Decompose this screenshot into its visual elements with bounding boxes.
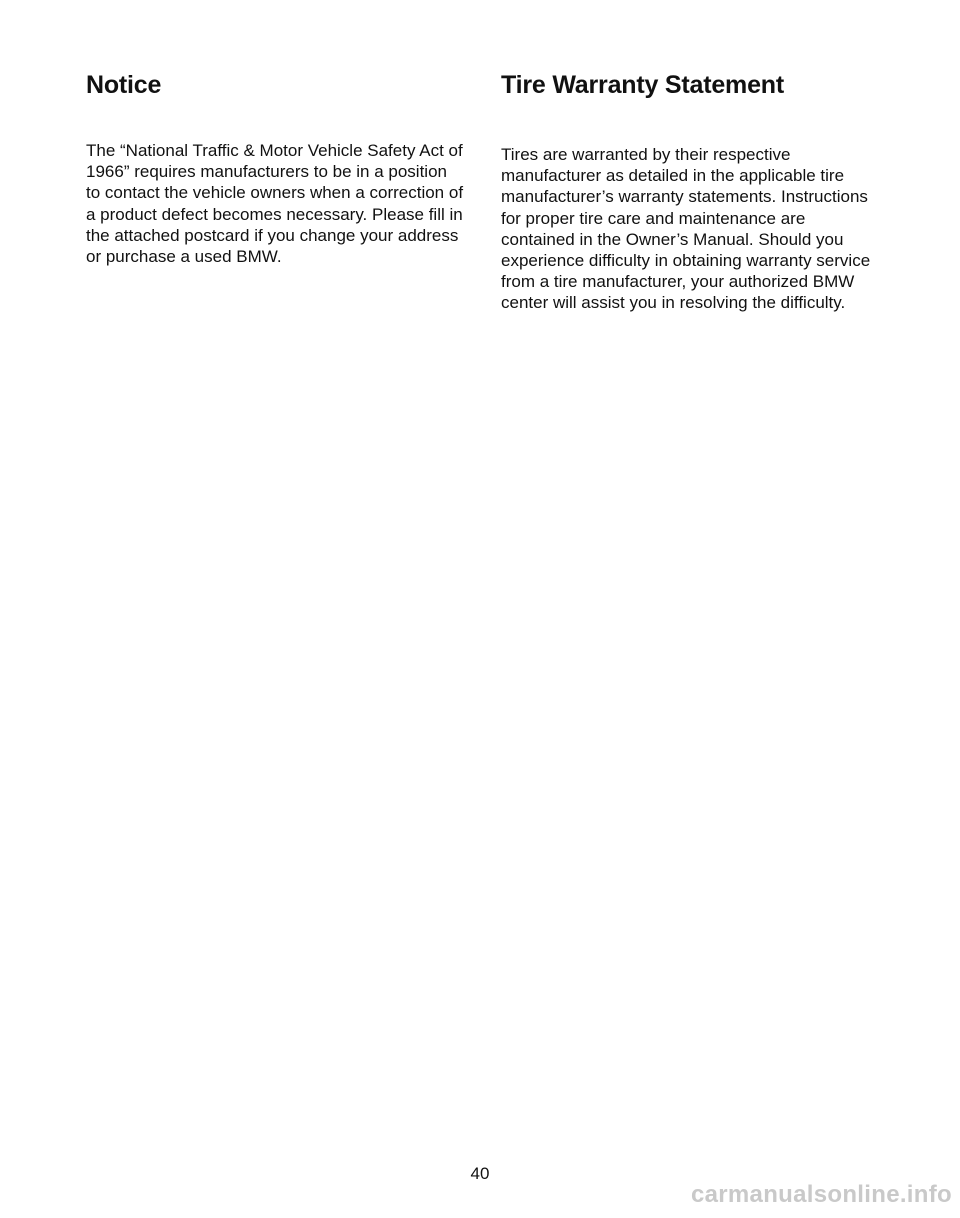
tire-warranty-heading: Tire Warranty Statement	[501, 71, 784, 99]
notice-body: The “National Traffic & Motor Vehicle Safety Act of 1966” requires manufacturers to be in a position to contact the vehicle owners when a correction of a product defect becomes necessary. Please fill in the attached postcard if you change your address or purchase a used BMW.	[86, 141, 464, 267]
tire-warranty-body: Tires are warranted by their respective manufacturer as detailed in the applicable tire manufacturer’s warranty statements. Instructions for proper tire care and maintenance are contained in the Owner’s Manual. Should you experience difficulty in obtaining warranty service from a tire manufacturer, your authorized BMW center will assist you in resolving the difficulty.	[501, 145, 871, 313]
notice-heading: Notice	[86, 71, 162, 99]
notice-section	[86, 70, 464, 267]
watermark: carmanualsonline.info	[690, 1181, 952, 1208]
tire-warranty-section	[501, 70, 878, 314]
page-number: 40	[470, 1164, 490, 1183]
